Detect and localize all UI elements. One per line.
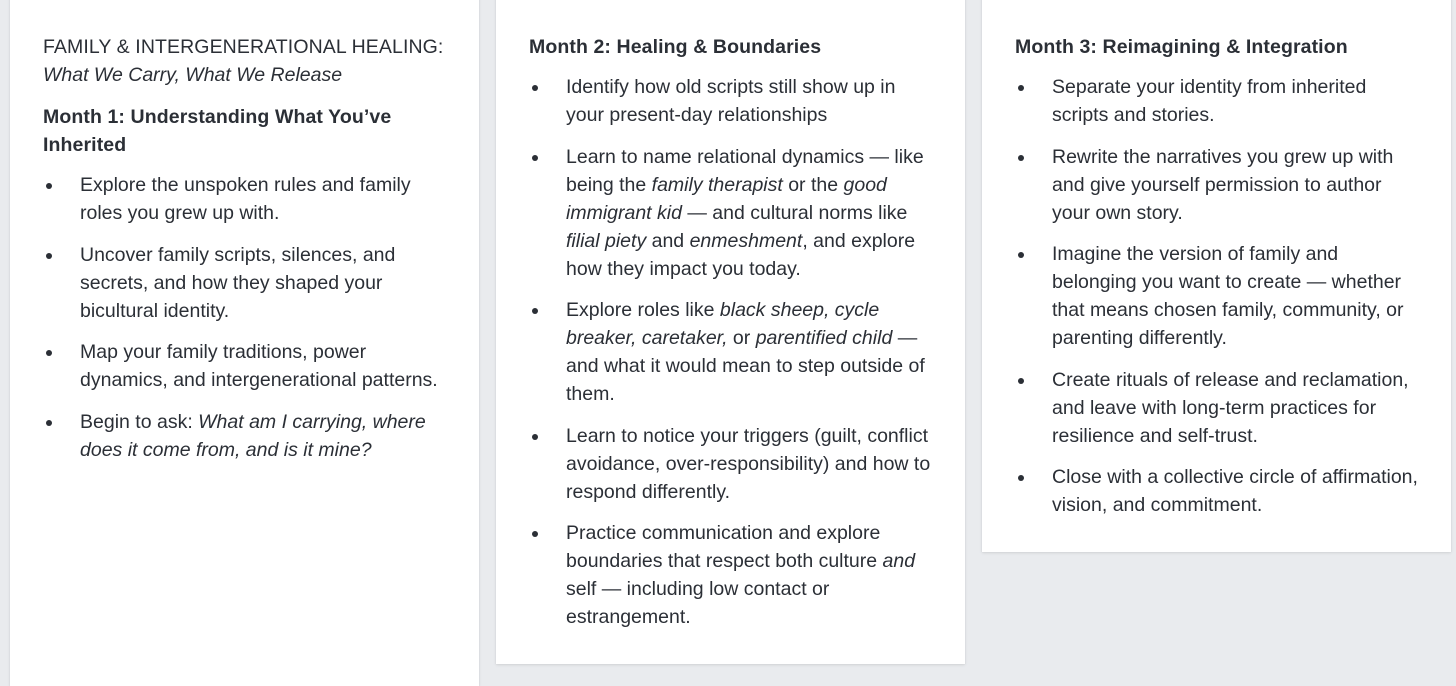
- list-item-emphasis: family therapist: [651, 173, 783, 196]
- list-item: [529, 296, 935, 408]
- list-item: [43, 408, 449, 464]
- list-item-text: Explore roles like: [566, 299, 720, 321]
- list-item: [529, 519, 935, 631]
- bullet-icon: [532, 155, 538, 161]
- month-3-list: [1015, 73, 1421, 519]
- program-title: FAMILY & INTERGENERATIONAL HEALING:: [43, 36, 444, 58]
- list-item-text: — and what it would mean to step outside of them.: [566, 327, 925, 405]
- list-item-emphasis: good immigrant kid: [566, 173, 887, 224]
- list-item-text: Map your family traditions, power dynamics, and intergenerational patterns.: [80, 341, 438, 391]
- list-item-text: Rewrite the narratives you grew up with and give yourself permission to author your own story.: [1052, 145, 1394, 224]
- list-item: [1015, 366, 1421, 450]
- list-item-text: Separate your identity from inherited scripts and stories.: [1052, 76, 1367, 126]
- bullet-icon: [46, 350, 52, 356]
- month-2-list: [529, 73, 935, 631]
- bullet-icon: [46, 253, 52, 259]
- list-item-text: Learn to notice your triggers (guilt, conflict avoidance, over-responsibility) and how to respond differently.: [566, 424, 931, 503]
- bullet-icon: [46, 183, 52, 189]
- month-1-heading: Month 1: Understanding What You’ve Inherited: [43, 106, 392, 156]
- list-item: [1015, 240, 1421, 352]
- list-item-text: Explore the unspoken rules and family roles you grew up with.: [80, 174, 411, 224]
- list-item-emphasis: and: [882, 550, 916, 572]
- list-item-emphasis: What am I carrying, where does it come from, and is it mine?: [80, 410, 426, 461]
- list-item: [529, 143, 935, 283]
- list-item-text: Uncover family scripts, silences, and secrets, and how they shaped your bicultural identity.: [80, 243, 396, 322]
- list-item-text: , and explore how they impact you today.: [566, 229, 916, 280]
- list-item-text: Close with a collective circle of affirmation, vision, and commitment.: [1052, 466, 1418, 516]
- list-item-text: and: [646, 229, 690, 252]
- list-item: [1015, 143, 1421, 227]
- bullet-icon: [1018, 378, 1024, 384]
- month-2-card: [496, 0, 965, 664]
- bullet-icon: [1018, 155, 1024, 161]
- list-item-text: Learn to name relational dynamics — like being the: [566, 145, 924, 196]
- month-2-heading: Month 2: Healing & Boundaries: [529, 36, 822, 58]
- bullet-icon: [532, 434, 538, 440]
- list-item-text: Imagine the version of family and belonging you want to create — whether that means chosen family, community, or parenting differently.: [1052, 243, 1404, 349]
- list-item: [1015, 73, 1421, 129]
- list-item: [1015, 463, 1421, 519]
- list-item-text: or the: [782, 173, 844, 196]
- list-item-text: Begin to ask:: [80, 410, 199, 433]
- bullet-icon: [532, 531, 538, 537]
- month-3-card: [982, 0, 1451, 552]
- list-item: [529, 73, 935, 129]
- list-item-text: Identify how old scripts still show up in your present-day relationships: [566, 76, 896, 126]
- list-item-emphasis: enmeshment: [689, 229, 803, 252]
- program-subtitle: What We Carry, What We Release: [43, 64, 343, 86]
- bullet-icon: [46, 420, 52, 426]
- list-item-emphasis: filial piety: [566, 229, 647, 252]
- list-item-text: Practice communication and explore boundaries that respect both culture: [566, 522, 883, 572]
- bullet-icon: [1018, 85, 1024, 91]
- list-item-emphasis: black sheep, cycle breaker, caretaker,: [566, 299, 880, 349]
- list-item: [43, 241, 449, 325]
- bullet-icon: [1018, 252, 1024, 258]
- bullet-icon: [1018, 475, 1024, 481]
- list-item-text: Create rituals of release and reclamation, and leave with long-term practices for resilience and self-trust.: [1052, 368, 1409, 447]
- list-item-text: or: [727, 327, 756, 349]
- list-item: [529, 422, 935, 506]
- list-item-emphasis: parentified child: [755, 327, 893, 349]
- list-item: [43, 171, 449, 227]
- month-3-heading: Month 3: Reimagining & Integration: [1015, 36, 1348, 58]
- list-item-text: self — including low contact or estrangement.: [566, 578, 830, 628]
- month-1-card: [10, 0, 479, 686]
- list-item: [43, 338, 449, 394]
- bullet-icon: [532, 85, 538, 91]
- bullet-icon: [532, 308, 538, 314]
- list-item-text: — and cultural norms like: [681, 201, 908, 224]
- month-1-list: [43, 171, 449, 464]
